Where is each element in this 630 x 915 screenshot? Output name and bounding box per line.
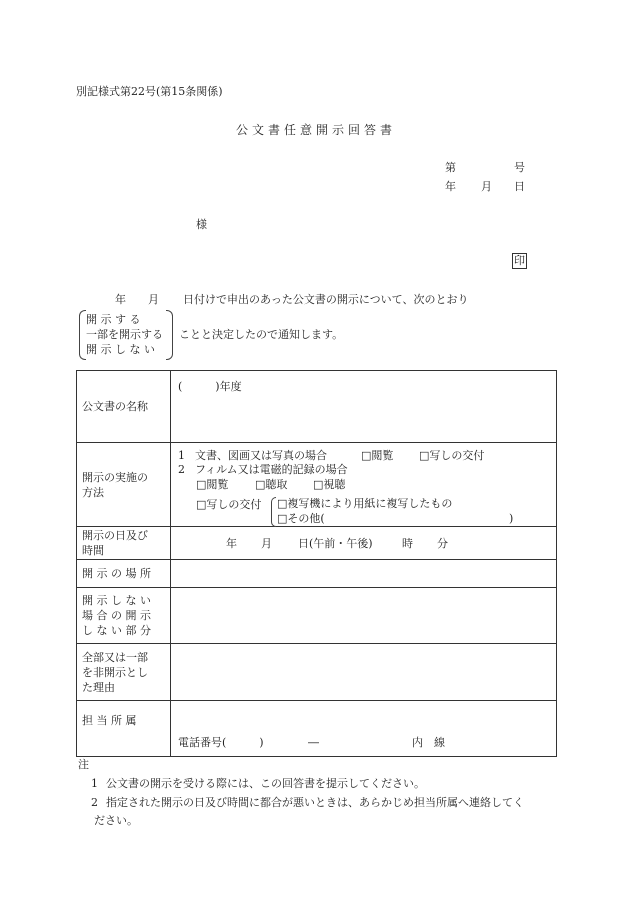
label-reason-line1: 全部又は一部	[82, 650, 148, 664]
note2-text: 指定された開示の日及び時間に都合が悪いときは、あらかじめ担当所属へ連絡してく	[106, 796, 524, 809]
row-datetime	[77, 527, 557, 560]
cell-datetime	[171, 527, 557, 560]
copy-brace	[271, 497, 276, 527]
label-method-line2: 方法	[82, 485, 104, 499]
label-department	[77, 701, 171, 757]
option-nondisclose: 開 示 し な い	[86, 343, 155, 356]
label-reason-line2: を非開示とし	[82, 665, 148, 679]
cell-method	[171, 443, 557, 527]
method-item2-num: 2	[178, 463, 185, 476]
method-copy-other-close: )	[509, 512, 514, 525]
document-title: 公文書任意開示回答書	[236, 123, 397, 137]
label-datetime-line2: 時間	[82, 544, 104, 557]
form-reference: 別記様式第22号(第15条関係)	[76, 85, 223, 98]
date-month: 月	[481, 180, 492, 193]
method-item1-text: 文書、図画又は写真の場合	[195, 449, 327, 462]
label-nondisclose-line2: 場 合 の 開 示	[82, 609, 151, 622]
cell-document-name	[171, 371, 557, 443]
date-year: 年	[445, 180, 456, 193]
method-item2-text: フィルム又は電磁的記録の場合	[195, 463, 348, 476]
row-method	[77, 443, 557, 527]
datetime-year: 年	[226, 537, 237, 550]
method-item1-view[interactable]: □閲覧	[361, 449, 394, 462]
extension-label: 内 線	[412, 736, 445, 749]
label-nondisclose-line3: し な い 部 分	[82, 624, 151, 637]
method-item1-num: 1	[178, 449, 185, 462]
decision-options	[86, 312, 163, 357]
option-partial: 一部を開示する	[86, 328, 163, 341]
notes-heading: 注	[78, 758, 89, 771]
note2-continuation: ださい。	[94, 814, 138, 827]
method-item2-listen[interactable]: □聴取	[255, 478, 288, 491]
label-place: 開 示 の 場 所	[77, 560, 171, 588]
body-year: 年	[115, 293, 126, 306]
cell-nondisclose	[171, 588, 557, 644]
label-datetime	[77, 527, 171, 560]
method-copy-other[interactable]: □その他(	[277, 512, 325, 525]
number-prefix: 第	[445, 161, 456, 174]
label-nondisclose	[77, 588, 171, 644]
label-reason	[77, 644, 171, 701]
datetime-hour: 時	[402, 537, 413, 550]
cell-reason	[171, 644, 557, 701]
row-reason	[77, 644, 557, 701]
note1-text: 公文書の開示を受ける際には、この回答書を提示してください。	[106, 777, 425, 790]
option-disclose: 開 示 す る	[86, 313, 141, 326]
method-item1-copy[interactable]: □写しの交付	[419, 449, 485, 462]
cell-place	[171, 560, 557, 588]
seal-mark: 印	[514, 254, 525, 267]
label-department-text: 担 当 所 属	[82, 714, 137, 727]
method-copy-photocopy[interactable]: □複写機により用紙に複写したもの	[277, 497, 453, 510]
date-day: 日	[514, 180, 525, 193]
addressee-suffix: 様	[196, 218, 207, 231]
datetime-day: 日(午前・午後)	[298, 537, 373, 550]
label-method	[77, 443, 171, 527]
note2-num: 2	[91, 796, 98, 809]
label-nondisclose-line1: 開 示 し な い	[82, 594, 151, 607]
method-item2-watch[interactable]: □視聴	[313, 478, 346, 491]
row-place	[77, 560, 557, 588]
row-department	[77, 701, 557, 757]
datetime-month: 月	[261, 537, 272, 550]
fiscal-year-field: ( )年度	[178, 380, 242, 393]
phone-dash: ―	[308, 736, 319, 749]
body-month: 月	[148, 293, 159, 306]
method-item2-view[interactable]: □閲覧	[196, 478, 229, 491]
answer-table	[76, 370, 557, 757]
note1-num: 1	[91, 777, 98, 790]
body-line2-text: ことと決定したので通知します。	[179, 328, 344, 341]
row-document-name	[77, 371, 557, 443]
datetime-minute: 分	[437, 537, 448, 550]
number-suffix: 号	[514, 161, 525, 174]
label-reason-line3: た理由	[82, 680, 115, 694]
label-document-name: 公文書の名称	[77, 371, 171, 443]
row-nondisclose	[77, 588, 557, 644]
method-copy-delivery[interactable]: □写しの交付	[196, 498, 262, 511]
cell-department	[171, 701, 557, 757]
right-brace	[166, 310, 173, 360]
left-brace	[79, 310, 86, 360]
label-datetime-line1: 開示の日及び	[82, 529, 148, 542]
body-line1-text: 日付けで申出のあった公文書の開示について、次のとおり	[183, 293, 469, 306]
phone-label: 電話番号( )	[178, 736, 264, 749]
label-method-line1: 開示の実施の	[82, 470, 148, 484]
